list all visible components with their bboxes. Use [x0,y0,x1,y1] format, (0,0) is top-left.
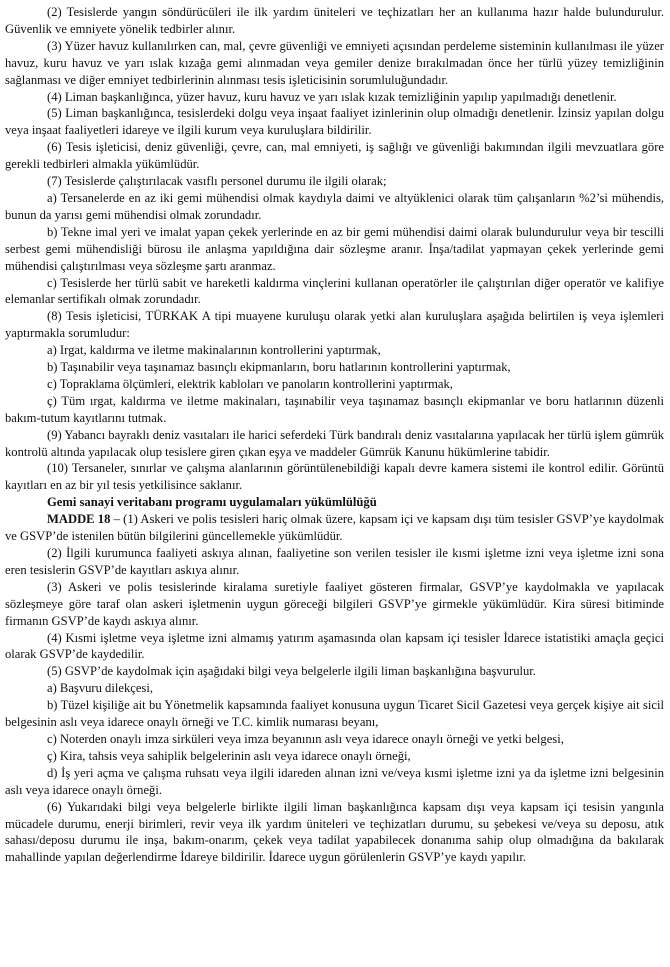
madde-18-paragraph [5,511,664,545]
paragraph-4-temporary-record: (4) Kısmi işletme veya işletme izni almamış yatırım aşamasında olan kapsam içi tesisler İdarece istatistiki amaçla geçici olarak GSVP’de kaydedilir. [5,630,664,662]
paragraph-2-fire-safety: (2) Tesislerde yangın söndürücüleri ile ilk yardım üniteleri ve teçhizatları her an kullanıma hazır halde bulundurulur. Güvenlik ve emniyete yönelik tedbirler alınır. [5,5,664,36]
item-5a-petition: a) Başvuru dilekçesi, [47,681,153,696]
item-8a-lifting: a) Irgat, kaldırma ve iletme makinalarının kontrollerini yaptırmak, [47,343,381,358]
paragraph-8-turkak: (8) Tesis işleticisi, TÜRKAK A tipi muayene kuruluşu olarak yetki alan kuruluşlara aşağıda belirtilen iş veya işlemleri yaptırmakla sorumludur: [5,309,664,341]
item-5b-trade-registry: b) Tüzel kişiliğe ait bu Yönetmelik kapsamında faaliyet konusuna uygun Ticaret Sicil Gazetesi veya gerçek kişiye ait sicil belgesinin aslı veya idarece onaylı örneği ve T.C. kimlik numarası beyanı, [5,698,664,730]
paragraph-3-military-lease: (3) Askeri ve polis tesislerinde kiralama suretiyle faaliyet gösteren firmalar, GSVP’ye kaydolmakla ve yapılacak sözleşmeye göre taraf olan askeri işletmenin uygun göreceği bilgileri GSVP’ye girmekle yükümlüdür. Kira süresi bitiminde firmanın GSVP’de kaydı askıya alınır. [5,579,664,628]
paragraph-9-customs: (9) Yabancı bayraklı deniz vasıtaları ile harici seferdeki Türk bandıralı deniz vasıtalarına yapılacak her türlü işlem gümrük kontrolü altında yapılacak olup tesislere giren çıkan eşya ve maddeler Gümrük Kanunu hükümlerine tabidir. [5,427,664,459]
paragraph-5-fill-permits: (5) Liman başkanlığınca, tesislerdeki dolgu veya inşaat faaliyet izinlerinin olup olmadığı denetlenir. İzinsiz yapılan dolgu veya inşaat faaliyetleri idareye ve ilgili kurum veya kuruluşlara bildirilir. [5,106,664,138]
madde-label: MADDE 18 [47,512,111,527]
paragraph-10-cctv: (10) Tersaneler, sınırlar ve çalışma alanlarının görüntülenebildiği kapalı devre kamera sistemi ile kontrol edilir. Görüntü kayıtları en az bir yıl tesis yetkilisince saklanır. [5,461,664,493]
item-7b-boat-yards: b) Tekne imal yeri ve imalat yapan çekek yerlerinde en az bir gemi mühendisi daimi olarak bulundurulur veya bir tescilli serbest gemi mühendisliği bürosu ile anlaşma yapıldığına dair sözleşme aranır. İnşa/tadilat yapmayan çekek yerlerinde gemi mühendisi çalıştırılması veya sözleşme şartı aranmaz. [5,224,664,273]
paragraph-7-qualified-staff: (7) Tesislerde çalıştırılacak vasıflı personel durumu ile ilgili olarak; [47,174,387,189]
paragraph-6-evaluation: (6) Yukarıdaki bilgi veya belgelerle birlikte ilgili liman başkanlığınca kapsam dışı veya kapsam içi tesisin yangınla mücadele durumu, enerji birimleri, revir veya ilk yardım üniteleri ve teçhizatları durumu, su şebekesi ve/veya su deposu, atık sahası/deposu durumu ile inşa, bakım-onarım, çekek veya tadilat yapabilecek donanıma sahip olup olmadığına da bakılarak mahallinde yapılan değerlendirme İdareye bildirilir. İdarece uygun görülenlerin GSVP’ye kaydı yapılır. [5,799,664,865]
item-5d-lease: ç) Kira, tahsis veya sahiplik belgelerinin aslı veya idarece onaylı örneği, [47,748,411,763]
item-8d-maintenance: ç) Tüm ırgat, kaldırma ve iletme makinaları, taşınabilir veya taşınamaz basınçlı ekipmanlar ve boru hatlarının düzenli bakım-tutum kayıtlarını tutmak. [5,393,664,425]
paragraph-3-floating-dock: (3) Yüzer havuz kullanılırken can, mal, çevre güvenliği ve emniyeti açısından perdeleme sisteminin kullanılması ile yüzer havuz, kuru havuz ve yarı ıslak kızağa gemi alınmadan veya gemiler denize bırakılmadan önce her türlü yüzey temizliğinin sağlanması ve diğer emniyet tedbirlerinin alınması tesis işleticisinin sorumluluğundadır. [5,38,664,87]
section-heading: Gemi sanayi veritabanı programı uygulamaları yükümlülüğü [47,495,377,510]
item-5e-license: d) İş yeri açma ve çalışma ruhsatı veya ilgili idareden alınan izni ve/veya kısmi işletme izni ya da işletme izni belgesinin aslı veya idarece onaylı örneği. [5,765,664,797]
item-5c-signature: c) Noterden onaylı imza sirküleri veya imza beyanının aslı veya idarece onaylı örneği ve yetki belgesi, [47,731,564,746]
item-8b-pressure: b) Taşınabilir veya taşınamaz basınçlı ekipmanların, boru hatlarının kontrollerini yaptırmak, [47,360,511,375]
paragraph-4-harbor-inspection: (4) Liman başkanlığınca, yüzer havuz, kuru havuz ve yarı ıslak kızak temizliğinin yapılıp yapılmadığı denetlenir. [47,89,617,104]
paragraph-6-operator-measures: (6) Tesis işleticisi, deniz güvenliği, çevre, can, mal emniyeti, iş sağlığı ve güvenliği bakımından ilgili mevzuatlara göre gerekli tedbirleri almakla yükümlüdür. [5,140,664,172]
paragraph-5-application: (5) GSVP’de kaydolmak için aşağıdaki bilgi veya belgelerle ilgili liman başkanlığına başvurulur. [47,664,536,679]
item-7a-engineers: a) Tersanelerde en az iki gemi mühendisi olmak kaydıyla daimi ve altyüklenici olarak tüm çalışanların %2’si mühendis, bunun da yarısı gemi mühendisi olmak zorundadır. [5,190,664,222]
item-7c-operators: c) Tesislerde her türlü sabit ve hareketli kaldırma vinçlerini kullanan operatörler ile çalıştırılan diğer operatör ve kalifiye elemanlar sertifikalı olmak zorundadır. [5,275,664,307]
item-8c-grounding: c) Topraklama ölçümleri, elektrik kabloları ve panoların kontrollerini yaptırmak, [47,376,453,391]
paragraph-2-suspension: (2) İlgili kurumunca faaliyeti askıya alınan, faaliyetine son verilen tesisler ile kısmi işletme izni veya işletme izni sona eren tesislerin GSVP’de kayıtları askıya alınır. [5,546,664,577]
madde-text: – (1) Askeri ve polis tesisleri hariç olmak üzere, kapsam içi ve kapsam dışı tüm tesisler GSVP’ye kaydolmak ve GSVP’de istenilen bütün bilgilerini güncellemekle yükümlüdür. [5,512,664,544]
